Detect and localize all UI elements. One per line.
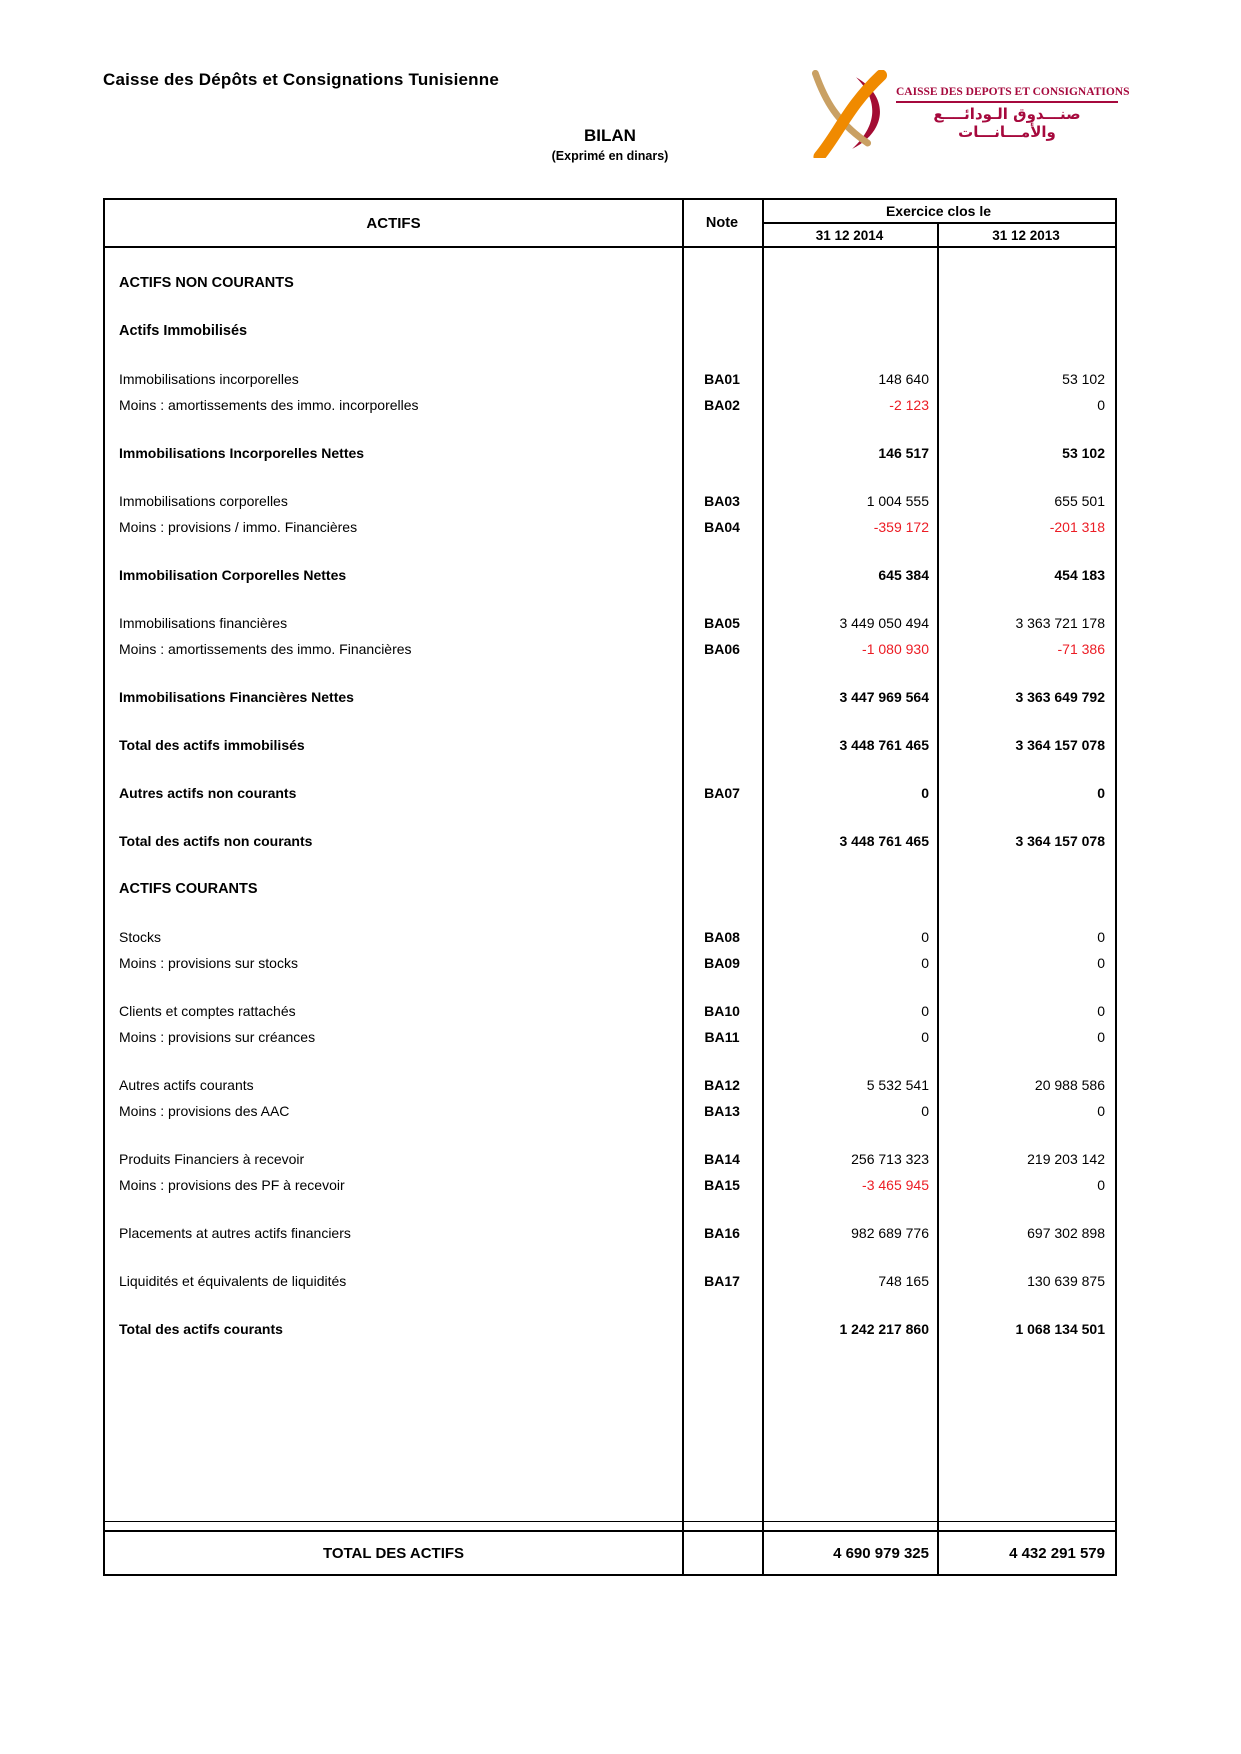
row-label: ACTIFS COURANTS: [119, 881, 258, 897]
row-value-2013: 219 203 142: [1027, 1151, 1105, 1167]
row-note-code: BA02: [704, 397, 740, 413]
row-value-2014: 3 449 050 494: [839, 615, 929, 631]
row-value-2014: 1 004 555: [866, 493, 929, 509]
row-value-2013: 0: [1097, 397, 1105, 413]
row-value-2014: 148 640: [878, 371, 929, 387]
row-value-2014: 748 165: [878, 1273, 929, 1289]
total-separator-line: [105, 1521, 1115, 1522]
logo-name-french: CAISSE DES DEPOTS ET CONSIGNATIONS: [896, 86, 1118, 103]
row-label: Immobilisations Financières Nettes: [119, 689, 354, 705]
table-row: [105, 488, 1115, 514]
table-row: [105, 392, 1115, 418]
row-spacer: [105, 296, 1115, 318]
row-value-2013: 0: [1097, 929, 1105, 945]
row-value-2013: 20 988 586: [1034, 1077, 1105, 1093]
row-spacer: [105, 758, 1115, 780]
table-row: [105, 366, 1115, 392]
row-note-code: BA06: [704, 641, 740, 657]
row-label: Stocks: [119, 929, 162, 945]
row-label: Moins : provisions / immo. Financières: [119, 519, 358, 535]
row-note-code: BA09: [704, 955, 740, 971]
row-spacer: [105, 1198, 1115, 1220]
header-date-2014: 31 12 2014: [815, 227, 884, 243]
row-spacer: [105, 588, 1115, 610]
row-label: Moins : amortissements des immo. Financières: [119, 641, 412, 657]
row-value-2013: [937, 876, 1115, 902]
row-note-code: BA03: [704, 493, 740, 509]
row-value-2013: 697 302 898: [1027, 1225, 1105, 1241]
table-row: [105, 318, 1115, 344]
row-label: Autres actifs non courants: [119, 785, 297, 801]
row-note-code: [682, 318, 762, 344]
row-value-2014: -1 080 930: [862, 641, 929, 657]
table-row: [105, 780, 1115, 806]
table-row: [105, 1098, 1115, 1124]
table-row: [105, 514, 1115, 540]
row-note-code: [682, 1316, 762, 1342]
row-value-2014: 0: [921, 929, 929, 945]
row-note-code: BA15: [704, 1177, 740, 1193]
row-spacer: [105, 1294, 1115, 1316]
row-label: Moins : provisions sur créances: [119, 1029, 316, 1045]
row-value-2014: [762, 318, 937, 344]
header-date-2013: 31 12 2013: [992, 227, 1060, 243]
row-value-2014: -2 123: [889, 397, 929, 413]
row-label: Total des actifs non courants: [119, 833, 313, 849]
table-row: [105, 1072, 1115, 1098]
total-value-2014: 4 690 979 325: [833, 1544, 929, 1562]
row-note-code: BA07: [704, 785, 740, 801]
row-value-2013: 0: [1097, 1003, 1105, 1019]
row-note-code: [682, 828, 762, 854]
row-label: Autres actifs courants: [119, 1077, 254, 1093]
row-spacer: [105, 344, 1115, 366]
row-spacer: [105, 1050, 1115, 1072]
row-value-2013: -71 386: [1057, 641, 1105, 657]
row-value-2013: 655 501: [1054, 493, 1105, 509]
row-spacer: [105, 976, 1115, 998]
logo-name-arabic: صنـــدوق الـودائــــع والأمـــانـــات: [933, 105, 1081, 141]
row-spacer: [105, 1246, 1115, 1268]
table-row: [105, 610, 1115, 636]
row-value-2014: 0: [921, 1029, 929, 1045]
row-spacer: [105, 806, 1115, 828]
row-note-code: BA04: [704, 519, 740, 535]
row-label: Immobilisations financières: [119, 615, 288, 631]
row-note-code: BA12: [704, 1077, 740, 1093]
row-label: Produits Financiers à recevoir: [119, 1151, 305, 1167]
row-note-code: BA14: [704, 1151, 740, 1167]
row-label: Placements at autres actifs financiers: [119, 1225, 351, 1241]
row-spacer: [105, 710, 1115, 732]
row-value-2014: -3 465 945: [862, 1177, 929, 1193]
row-value-2013: 0: [1097, 1177, 1105, 1193]
header-exercice-clos-le: Exercice clos le: [762, 200, 1115, 224]
row-spacer: [105, 1124, 1115, 1146]
table-row: [105, 998, 1115, 1024]
row-note-code: BA17: [704, 1273, 740, 1289]
row-note-code: BA16: [704, 1225, 740, 1241]
row-value-2014: 0: [921, 955, 929, 971]
row-note-code: [682, 562, 762, 588]
row-value-2013: 3 364 157 078: [1015, 737, 1105, 753]
row-label: Moins : provisions des AAC: [119, 1103, 290, 1119]
row-label: Immobilisations corporelles: [119, 493, 288, 509]
row-spacer: [105, 662, 1115, 684]
table-row: [105, 950, 1115, 976]
row-label: Clients et comptes rattachés: [119, 1003, 296, 1019]
table-row: [105, 684, 1115, 710]
row-value-2014: 0: [921, 785, 929, 801]
row-value-2013: 130 639 875: [1027, 1273, 1105, 1289]
row-value-2014: 0: [921, 1103, 929, 1119]
table-row: [105, 1146, 1115, 1172]
table-row: [105, 1172, 1115, 1198]
row-value-2013: -201 318: [1049, 519, 1105, 535]
row-value-2013: 3 363 721 178: [1015, 615, 1105, 631]
row-value-2013: 0: [1097, 1103, 1105, 1119]
table-row: [105, 1316, 1115, 1342]
table-row: [105, 1220, 1115, 1246]
row-value-2013: 0: [1097, 1029, 1105, 1045]
row-value-2014: 3 448 761 465: [839, 737, 929, 753]
row-label: Moins : provisions des PF à recevoir: [119, 1177, 345, 1193]
table-header: [105, 200, 1115, 248]
row-label: Total des actifs immobilisés: [119, 737, 305, 753]
table-row: [105, 876, 1115, 902]
row-label: Immobilisations Incorporelles Nettes: [119, 445, 365, 461]
row-note-code: BA08: [704, 929, 740, 945]
page-title: BILAN: [584, 126, 636, 145]
row-value-2013: 3 364 157 078: [1015, 833, 1105, 849]
row-label: ACTIFS NON COURANTS: [119, 275, 294, 291]
column-divider-2013: [937, 224, 939, 1574]
row-label: Moins : amortissements des immo. incorporelles: [119, 397, 419, 413]
row-label: Liquidités et équivalents de liquidités: [119, 1273, 347, 1289]
row-note-code: BA01: [704, 371, 740, 387]
row-label: Immobilisation Corporelles Nettes: [119, 567, 347, 583]
row-note-code: [682, 270, 762, 296]
row-value-2014: 982 689 776: [851, 1225, 929, 1241]
column-divider-2014: [762, 200, 764, 1574]
row-value-2014: 0: [921, 1003, 929, 1019]
row-note-code: [682, 732, 762, 758]
row-label: Immobilisations incorporelles: [119, 371, 299, 387]
table-row: [105, 1024, 1115, 1050]
column-divider-note: [682, 200, 684, 1574]
row-note-code: BA11: [704, 1029, 740, 1045]
total-value-2013: 4 432 291 579: [1009, 1544, 1105, 1562]
row-spacer: [105, 418, 1115, 440]
row-value-2014: [762, 270, 937, 296]
row-label: Actifs Immobilisés: [119, 323, 248, 339]
page-subtitle: (Exprimé en dinars): [551, 149, 669, 163]
row-value-2014: [762, 876, 937, 902]
row-spacer: [105, 854, 1115, 876]
row-value-2013: 454 183: [1054, 567, 1105, 583]
row-value-2013: 3 363 649 792: [1015, 689, 1105, 705]
row-value-2014: 3 447 969 564: [839, 689, 929, 705]
header-actifs: ACTIFS: [366, 214, 421, 232]
row-value-2014: -359 172: [873, 519, 929, 535]
table-body: [105, 248, 1115, 1530]
row-value-2014: 5 532 541: [866, 1077, 929, 1093]
header-note: Note: [705, 215, 739, 231]
row-value-2014: 3 448 761 465: [839, 833, 929, 849]
table-row: [105, 924, 1115, 950]
company-name: Caisse des Dépôts et Consignations Tunisienne: [103, 70, 499, 89]
row-value-2013: 0: [1097, 785, 1105, 801]
table-row: [105, 636, 1115, 662]
row-note-code: [682, 440, 762, 466]
row-value-2014: 146 517: [878, 445, 929, 461]
row-spacer: [105, 466, 1115, 488]
row-note-code: BA05: [704, 615, 740, 631]
table-row: [105, 270, 1115, 296]
total-row: [105, 1530, 1115, 1574]
row-spacer: [105, 902, 1115, 924]
total-label: TOTAL DES ACTIFS: [322, 1544, 465, 1562]
row-note-code: BA13: [704, 1103, 740, 1119]
row-value-2013: 0: [1097, 955, 1105, 971]
row-label: Moins : provisions sur stocks: [119, 955, 298, 971]
row-note-code: [682, 684, 762, 710]
table-row: [105, 828, 1115, 854]
table-row: [105, 732, 1115, 758]
row-value-2014: 1 242 217 860: [839, 1321, 929, 1337]
row-value-2014: 645 384: [878, 567, 929, 583]
row-value-2013: 53 102: [1062, 371, 1105, 387]
table-row: [105, 562, 1115, 588]
row-value-2013: 53 102: [1062, 445, 1105, 461]
table-row: [105, 440, 1115, 466]
row-value-2013: [937, 318, 1115, 344]
row-value-2014: 256 713 323: [851, 1151, 929, 1167]
row-value-2013: 1 068 134 501: [1015, 1321, 1105, 1337]
row-value-2013: [937, 270, 1115, 296]
table-row: [105, 1268, 1115, 1294]
row-spacer: [105, 540, 1115, 562]
row-label: Total des actifs courants: [119, 1321, 283, 1337]
document-title-block: [103, 126, 1117, 163]
assets-table: [103, 198, 1117, 1576]
row-note-code: [682, 876, 762, 902]
row-note-code: BA10: [704, 1003, 740, 1019]
